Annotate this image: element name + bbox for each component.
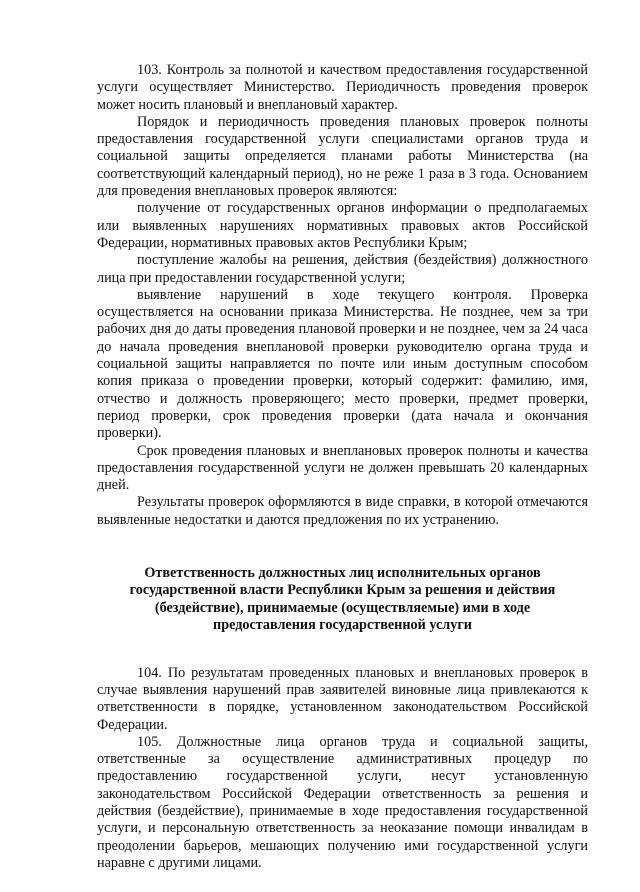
paragraph-103: 103. Контроль за полнотой и качеством предоставления государственной услуги осуществляет Министерство. Периодичность проведения проверок может носить плановый и внеплановый характер. (97, 62, 588, 113)
section-heading (97, 565, 588, 635)
paragraph-basis-info: получение от государственных органов информации о предполагаемых или выявленных нарушениях нормативных правовых актов Российской Федерации, нормативных правовых актов Республики Крым; (97, 200, 588, 251)
paragraph-inspection-frequency: Порядок и периодичность проведения плановых проверок полноты предоставления государственной услуги специалистами органов труда и социальной защиты определяется планами работы Министерства (на соответствующий календарный период), но не реже 1 раза в 3 года. Основанием для проведения внеплановых проверок являются: (97, 113, 588, 200)
paragraph-inspection-results: Результаты проверок оформляются в виде справки, в которой отмечаются выявленные недостатки и даются предложения по их устранению. (97, 494, 588, 528)
heading-line: предоставления государственной услуги (213, 617, 472, 634)
control-section (97, 62, 588, 529)
heading-line: (бездействие), принимаемые (осуществляемые) ими в ходе (154, 599, 531, 616)
document-page (97, 62, 588, 872)
paragraph-basis-complaint: поступление жалобы на решения, действия (бездействия) должностного лица при предоставлении государственной услуги; (97, 252, 588, 286)
responsibility-section (97, 665, 588, 873)
paragraph-104: 104. По результатам проведенных плановых и внеплановых проверок в случае выявления нарушений прав заявителей виновные лица привлекаются к ответственности в порядке, установленном законодательством Российской Федерации. (97, 664, 588, 733)
paragraph-basis-violation: выявление нарушений в ходе текущего контроля. Проверка осуществляется на основании приказа Министерства. Не позднее, чем за три рабочих дня до даты проведения плановой проверки и не позднее, чем за 24 часа до начала проведения внеплановой проверки руководителю органа труда и социальной защиты направляется по почте или иным доступным способом копия приказа о проведении проверки, который содержит: фамилию, имя, отчество и должность проверяющего; место проверки, предмет проверки, период проверки, срок проведения проверки (дата начала и окончания проверки). (97, 286, 588, 442)
heading-line: государственной власти Республики Крым за решения и действия (129, 582, 556, 599)
heading-line: Ответственность должностных лиц исполнительных органов (144, 565, 541, 582)
paragraph-inspection-term: Срок проведения плановых и внеплановых проверок полноты и качества предоставления государственной услуги не должен превышать 20 календарных дней. (97, 442, 588, 494)
paragraph-105: 105. Должностные лица органов труда и социальной защиты, ответственные за осуществление административных процедур по предоставлению государственной услуги, несут установленную законодательством Российской Федерации ответственность за решения и действия (бездействие), принимаемые в ходе предоставления государственной услуги, и персональную ответственность за неоказание помощи инвалидам в преодолении барьеров, мешающих получению ими государственной услуги наравне с другими лицами. (97, 733, 588, 871)
